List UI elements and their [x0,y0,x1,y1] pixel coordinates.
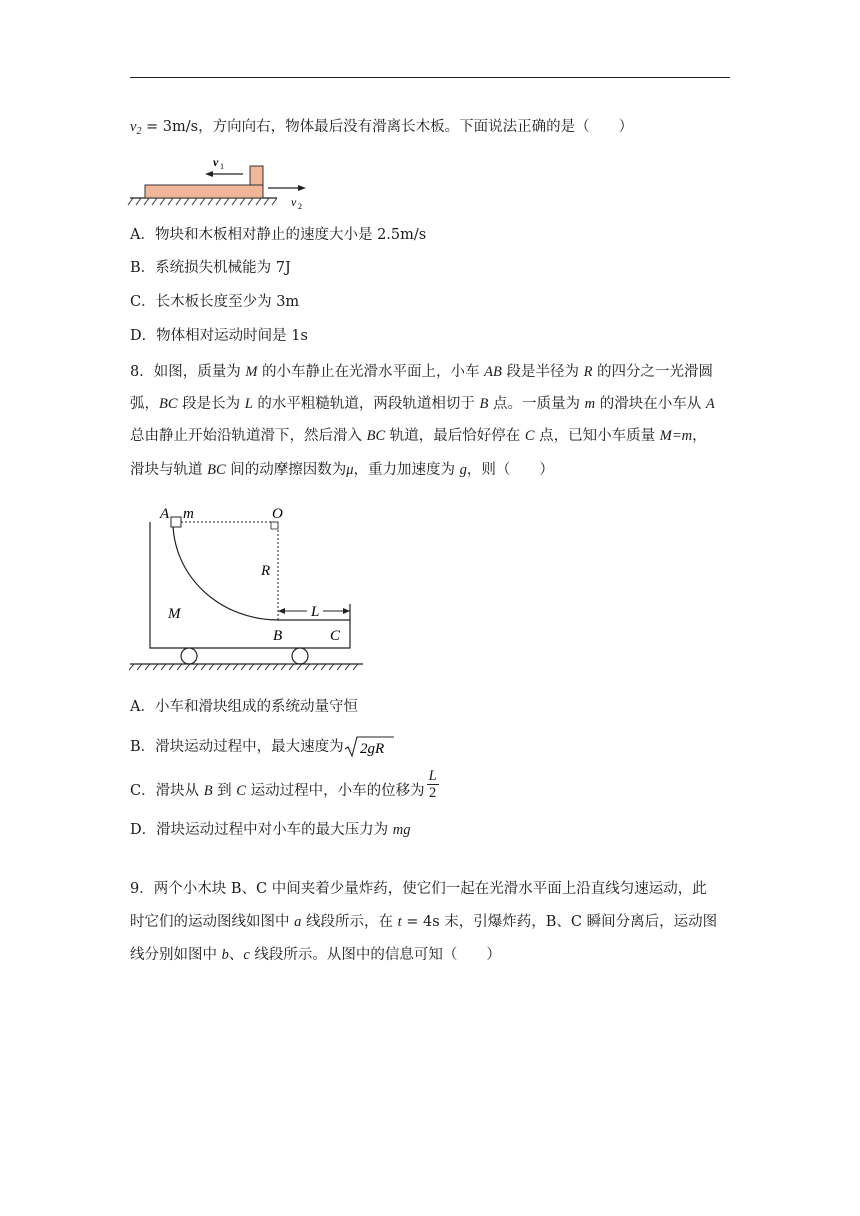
svg-text:1: 1 [220,162,224,171]
header-rule [130,77,730,78]
q8-figure [125,500,375,680]
q9-stem-line-2: 时它们的运动图线如图中 a 线段所示，在 t = 4s 末，引爆炸药，B、C 瞬间分离后，运动图 [130,914,718,930]
label-A: A [160,506,170,522]
label-O: O [272,506,283,522]
q7-option-a: A．物块和木板相对静止的速度大小是 2.5m/s [130,227,427,243]
q7-figure [125,150,325,212]
label-M: M [168,606,181,622]
v2-label: v [291,195,297,209]
slider-block [171,517,181,527]
cart-outline [150,522,350,648]
q7-option-d: D．物体相对运动时间是 1s [130,328,308,344]
wheel-left [181,648,197,664]
label-R: R [261,563,271,579]
q9-stem-line-3: 线分别如图中 b、c 线段所示。从图中的信息可知（ ） [130,947,501,963]
wheel-right [292,648,308,664]
q8-option-c: C．滑块从 B 到 C 运动过程中，小车的位移为 $\frac{L}{2}$ [130,767,437,801]
label-B: B [273,628,283,644]
q8-option-d: D．滑块运动过程中对小车的最大压力为 mg [130,822,411,838]
q8-option-a: A．小车和滑块组成的系统动量守恒 [130,699,358,715]
fraction-L-over-2: $\frac{L}{2}$ [428,767,437,801]
v1-label: v [213,155,219,169]
q9-stem-line-1: 9．两个小木块 B、C 中间夹着少量炸药，使它们一起在光滑水平面上沿直线匀速运动，此 [130,881,707,897]
q8-stem-line-2: 弧，BC 段是长为 L 的水平粗糙轨道，两段轨道相切于 B 点。一质量为 m 的滑块在小车从 A [130,396,715,412]
q7-option-b: B．系统损失机械能为 7J [130,260,291,276]
q8-option-b: B．滑块运动过程中，最大速度为 2gR [130,735,394,759]
q8-stem-line-4: 滑块与轨道 BC 间的动摩擦因数为μ，重力加速度为 g，则（ ） [130,462,554,478]
q7-stem: $v_2 = 3m/s$，方向向右，物体最后没有滑离长木板。下面说法正确的是（ ） [130,119,634,137]
q8-stem-line-3: 总由静止开始沿轨道滑下，然后滑入 BC 轨道，最后恰好停在 C 点，已知小车质量 M=m， [130,428,707,444]
label-m: m [183,506,194,522]
q8-stem-line-1: 8．如图，质量为 M 的小车静止在光滑水平面上，小车 AB 段是半径为 R 的四分之一光滑圆 [130,364,714,380]
label-C: C [330,628,341,644]
svg-text:2: 2 [298,202,302,211]
svg-text:2gR: 2gR [359,741,384,757]
small-block [250,166,263,185]
long-board [145,185,263,198]
q7-option-c: C．长木板长度至少为 3m [130,294,300,310]
label-L: L [311,604,320,620]
sqrt-sign [344,735,394,759]
